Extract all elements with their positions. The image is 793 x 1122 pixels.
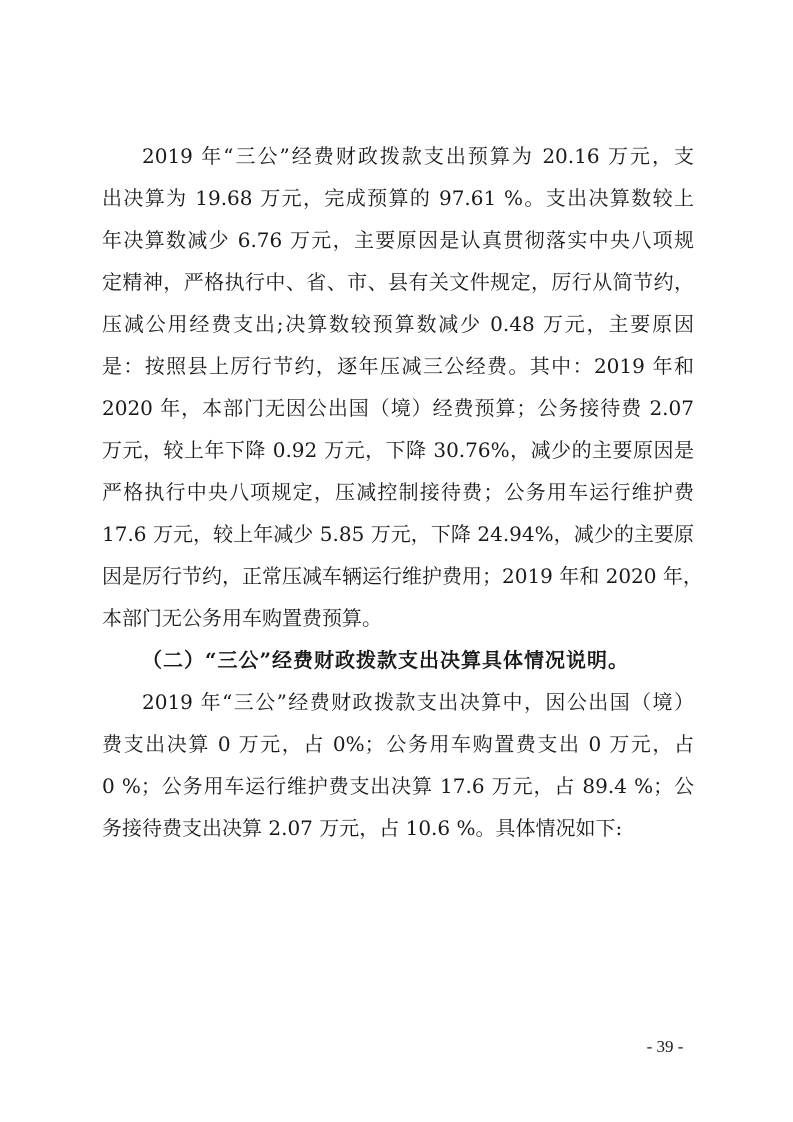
paragraph-1-line-6: 是：按照县上厉行节约，逐年压减三公经费。其中：2019 年和 (102, 354, 694, 378)
paragraph-1-line-2: 出决算为 19.68 万元，完成预算的 97.61 %。支出决算数较上 (102, 186, 694, 210)
paragraph-2-line-3: 0 %；公务用车运行维护费支出决算 17.6 万元，占 89.4 %；公 (102, 774, 694, 798)
paragraph-1-line-9: 严格执行中央八项规定，压减控制接待费；公务用车运行维护费 (102, 480, 694, 504)
paragraph-1-line-5: 压减公用经费支出;决算数较预算数减少 0.48 万元，主要原因 (102, 312, 694, 336)
paragraph-2-line-2: 费支出决算 0 万元，占 0%；公务用车购置费支出 0 万元，占 (102, 732, 694, 756)
paragraph-1-line-12: 本部门无公务用车购置费预算。 (102, 606, 382, 630)
paragraph-2-line-4: 务接待费支出决算 2.07 万元，占 10.6 %。具体情况如下: (102, 816, 623, 840)
section-heading: （二）“三公”经费财政拨款支出决算具体情况说明。 (142, 648, 630, 672)
page-number: - 39 - (646, 1037, 684, 1056)
paragraph-1-line-10: 17.6 万元，较上年减少 5.85 万元，下降 24.94%，减少的主要原 (102, 522, 694, 546)
paragraph-1-line-7: 2020 年，本部门无因公出国（境）经费预算；公务接待费 2.07 (102, 396, 694, 420)
paragraph-1-line-4: 定精神，严格执行中、省、市、县有关文件规定，厉行从简节约， (102, 270, 694, 294)
paragraph-1-line-3: 年决算数减少 6.76 万元，主要原因是认真贯彻落实中央八项规 (102, 228, 694, 252)
paragraph-1-line-1: 2019 年“三公”经费财政拨款支出预算为 20.16 万元，支 (142, 144, 694, 168)
paragraph-1-line-8: 万元，较上年下降 0.92 万元，下降 30.76%，减少的主要原因是 (102, 438, 694, 462)
paragraph-1-line-11: 因是厉行节约，正常压减车辆运行维护费用；2019 年和 2020 年， (102, 564, 703, 588)
paragraph-2-line-1: 2019 年“三公”经费财政拨款支出决算中，因公出国（境） (142, 690, 694, 714)
